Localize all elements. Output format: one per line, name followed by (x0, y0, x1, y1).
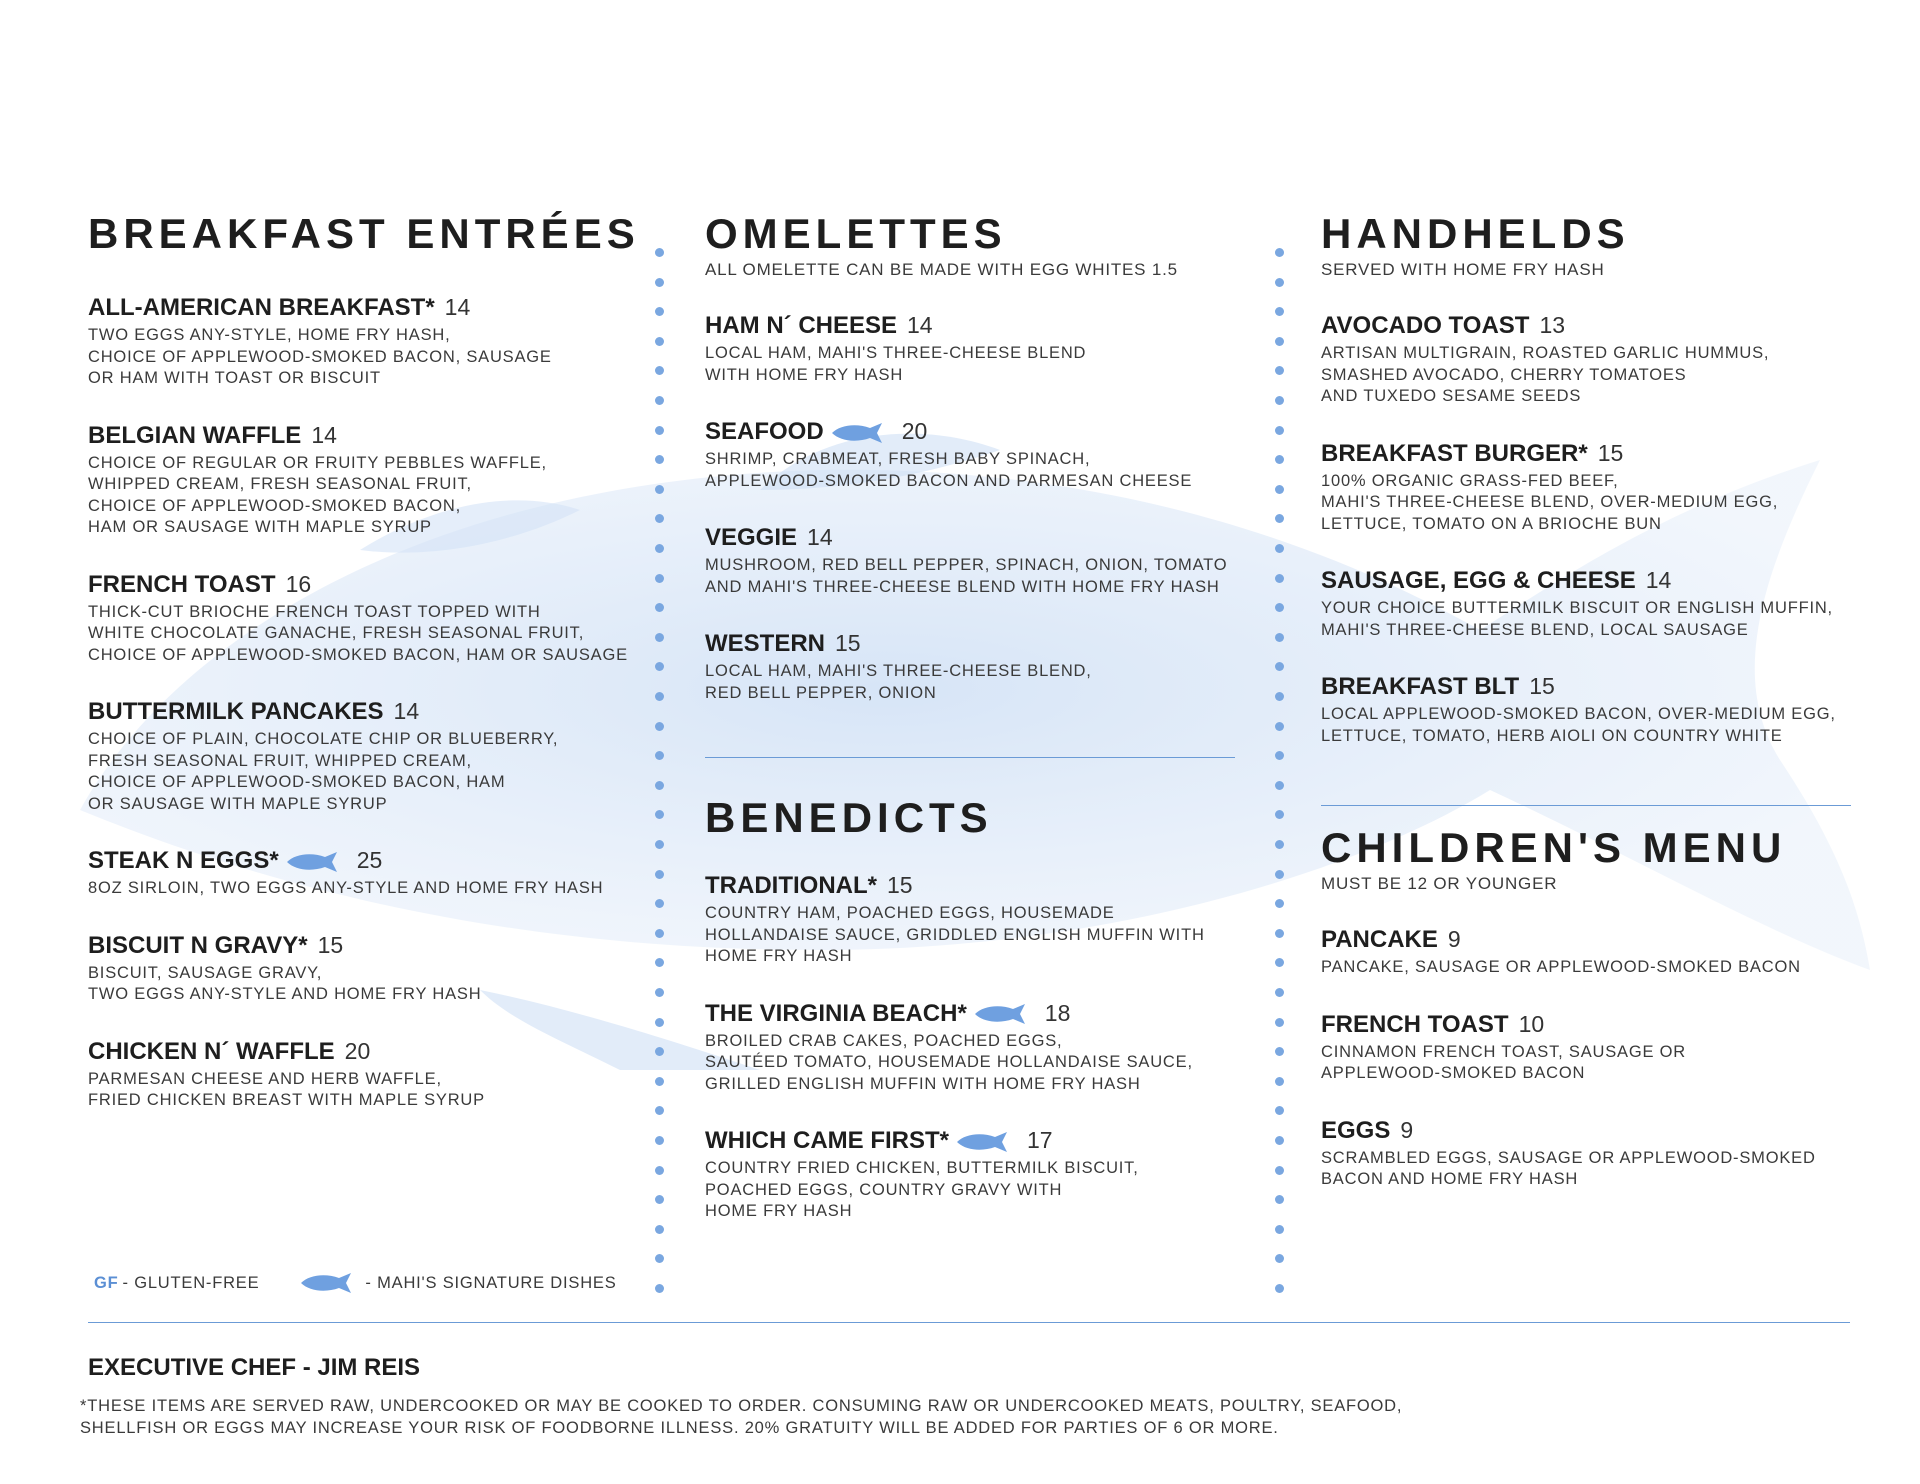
menu-item-title (88, 420, 648, 451)
separator-dot (655, 485, 664, 494)
menu-item-title (1321, 565, 1851, 596)
separator-dot (655, 426, 664, 435)
separator-dot (655, 1166, 664, 1175)
column-separator-dots (655, 248, 665, 1288)
section-heading-omelettes: OMELETTES (705, 210, 1007, 257)
separator-dot (655, 870, 664, 879)
menu-item-description: LOCAL APPLEWOOD-SMOKED BACON, OVER-MEDIUM EGG, LETTUCE, TOMATO, HERB AIOLI ON COUNTRY WHITE (1321, 705, 1836, 745)
menu-item-name: AVOCADO TOAST (1321, 312, 1530, 339)
separator-dot (655, 337, 664, 346)
menu-item-list (705, 870, 1235, 1223)
menu-item-price: 17 (1026, 1127, 1053, 1153)
menu-item-description: BROILED CRAB CAKES, POACHED EGGS, SAUTÉED TOMATO, HOUSEMADE HOLLANDAISE SAUCE, GRILLED ENGLISH MUFFIN WITH HOME FRY HASH (705, 1031, 1193, 1093)
separator-dot (1275, 988, 1284, 997)
separator-dot (1275, 1047, 1284, 1056)
separator-dot (1275, 278, 1284, 287)
separator-dot (1275, 722, 1284, 731)
separator-dot (1275, 574, 1284, 583)
menu-item-price: 20 (901, 418, 928, 444)
separator-dot (655, 1047, 664, 1056)
legend-signature-text: - MAHI'S SIGNATURE DISHES (365, 1273, 617, 1292)
menu-item-description: PARMESAN CHEESE AND HERB WAFFLE, FRIED CHICKEN BREAST WITH MAPLE SYRUP (88, 1069, 485, 1109)
executive-chef: EXECUTIVE CHEF - JIM REIS (88, 1354, 421, 1381)
separator-dot (1275, 307, 1284, 316)
separator-dot (655, 1018, 664, 1027)
separator-dot (655, 1195, 664, 1204)
menu-item-price: 15 (1529, 673, 1555, 699)
section-heading-benedicts: BENEDICTS (705, 794, 993, 841)
menu-item-price: 15 (886, 872, 913, 898)
separator-dot (1275, 633, 1284, 642)
separator-dot (655, 722, 664, 731)
menu-item-description: LOCAL HAM, MAHI'S THREE-CHEESE BLEND WITH HOME FRY HASH (705, 344, 1087, 384)
menu-item-description: COUNTRY FRIED CHICKEN, BUTTERMILK BISCUIT, POACHED EGGS, COUNTRY GRAVY WITH HOME FRY HASH (705, 1159, 1139, 1220)
menu-item-description: CINNAMON FRENCH TOAST, SAUSAGE OR APPLEWOOD-SMOKED BACON (1321, 1042, 1687, 1082)
separator-dot (1275, 1225, 1284, 1234)
fish-icon (955, 1131, 1017, 1153)
fish-icon (830, 422, 892, 444)
menu-item (1321, 438, 1851, 536)
menu-item-price: 14 (393, 698, 420, 724)
separator-dot (1275, 603, 1284, 612)
menu-item-title (705, 416, 1235, 447)
separator-dot (1275, 1254, 1284, 1263)
separator-dot (655, 692, 664, 701)
separator-dot (1275, 1195, 1284, 1204)
handhelds-section (1321, 212, 1851, 1191)
menu-item (705, 628, 1235, 704)
menu-item-price: 14 (444, 294, 471, 320)
separator-dot (655, 574, 664, 583)
menu-item (1321, 310, 1851, 408)
separator-dot (1275, 544, 1284, 553)
menu-item-price: 10 (1518, 1010, 1545, 1037)
menu-item-name: TRADITIONAL* (705, 872, 877, 899)
menu-item-title (1321, 1115, 1851, 1146)
menu-item-name: ALL-AMERICAN BREAKFAST* (88, 294, 435, 321)
separator-dot (655, 544, 664, 553)
menu-item-price: 14 (807, 524, 833, 550)
separator-dot (1275, 810, 1284, 819)
section-note-handhelds: SERVED WITH HOME FRY HASH (1321, 260, 1605, 279)
menu-item-description: TWO EGGS ANY-STYLE, HOME FRY HASH, CHOICE OF APPLEWOOD-SMOKED BACON, SAUSAGE OR HAM WITH TOAST OR BISCUIT (88, 326, 552, 387)
menu-item-title (88, 696, 648, 727)
menu-item (88, 930, 648, 1006)
menu-item (88, 1036, 648, 1112)
menu-item-title (705, 998, 1235, 1029)
separator-dot (655, 278, 664, 287)
disclaimer: *THESE ITEMS ARE SERVED RAW, UNDERCOOKED OR MAY BE COOKED TO ORDER. CONSUMING RAW OR UNDERCOOKED MEATS, POULTRY, SEAFOOD, SHELLFISH OR EGGS MAY INCREASE YOUR RISK OF FOODBORNE ILLNESS. 20% GRATUITY WILL BE ADDED FOR PARTIES OF 6 OR MORE. (80, 1397, 1403, 1437)
menu-item (88, 845, 648, 900)
menu-item-title (1321, 924, 1851, 955)
menu-item-name: BELGIAN WAFFLE (88, 421, 302, 449)
menu-item-title (1321, 438, 1851, 469)
separator-dot (1275, 781, 1284, 790)
separator-dot (1275, 899, 1284, 908)
menu-item-title (705, 870, 1235, 901)
column-separator-dots (1275, 248, 1285, 1288)
legend-gf-text: - GLUTEN-FREE (122, 1273, 260, 1292)
menu-item (705, 1125, 1235, 1223)
menu-item-name: WESTERN (705, 630, 825, 657)
menu-item-name: BUTTERMILK PANCAKES (88, 698, 384, 725)
menu-item-name: WHICH CAME FIRST* (705, 1127, 949, 1154)
separator-dot (1275, 1018, 1284, 1027)
menu-item-name: STEAK N EGGS* (88, 847, 279, 874)
section-heading-handhelds: HANDHELDS (1321, 210, 1630, 257)
menu-item-name: BISCUIT N GRAVY* (88, 931, 308, 959)
menu-item-name: CHICKEN N´ WAFFLE (88, 1037, 335, 1065)
menu-item (705, 998, 1235, 1096)
separator-dot (1275, 337, 1284, 346)
section-heading-childrens-menu: CHILDREN'S MENU (1321, 824, 1787, 871)
separator-dot (655, 1136, 664, 1145)
menu-item-name: FRENCH TOAST (1321, 1010, 1509, 1038)
separator-dot (1275, 958, 1284, 967)
menu-item-price: 15 (317, 931, 344, 958)
separator-dot (655, 455, 664, 464)
separator-dot (655, 396, 664, 405)
section-heading-breakfast-entrees: BREAKFAST ENTRÉES (88, 210, 640, 257)
menu-item-description: THICK-CUT BRIOCHE FRENCH TOAST TOPPED WITH WHITE CHOCOLATE GANACHE, FRESH SEASONAL FRUIT, CHOICE OF APPLEWOOD-SMOKED BACON, HAM OR SAUSAGE (88, 602, 628, 664)
separator-dot (1275, 514, 1284, 523)
menu-item-title (88, 292, 648, 323)
separator-dot (1275, 1077, 1284, 1086)
menu-item (88, 696, 648, 815)
menu-item-list (1321, 310, 1851, 747)
menu-item-description: COUNTRY HAM, POACHED EGGS, HOUSEMADE HOLLANDAISE SAUCE, GRIDDLED ENGLISH MUFFIN WITH HOME FRY HASH (705, 904, 1205, 965)
separator-dot (655, 514, 664, 523)
menu-item-name: EGGS (1321, 1116, 1391, 1144)
separator-dot (655, 662, 664, 671)
separator-dot (655, 307, 664, 316)
menu-item-description: 100% ORGANIC GRASS-FED BEEF, MAHI'S THREE-CHEESE BLEND, OVER-MEDIUM EGG, LETTUCE, TOMATO ON A BRIOCHE BUN (1321, 471, 1779, 533)
menu-item-list (1321, 924, 1851, 1191)
menu-item (1321, 1009, 1851, 1085)
menu-item-title (705, 1125, 1235, 1156)
menu-item-title (88, 1036, 648, 1067)
separator-dot (1275, 455, 1284, 464)
menu-item-name: SAUSAGE, EGG & CHEESE (1321, 567, 1636, 594)
menu-item-price: 16 (285, 570, 312, 597)
menu-item (705, 310, 1235, 386)
menu-item-description: CHOICE OF PLAIN, CHOCOLATE CHIP OR BLUEBERRY, FRESH SEASONAL FRUIT, WHIPPED CREAM, CHOICE OF APPLEWOOD-SMOKED BACON, HAM OR SAUSAGE WITH MAPLE SYRUP (88, 730, 559, 813)
menu-item (705, 522, 1235, 598)
separator-dot (1275, 1136, 1284, 1145)
legend-gf-label: GF (94, 1273, 119, 1292)
menu-item-price: 14 (907, 312, 933, 338)
menu-item-price: 15 (1597, 439, 1624, 466)
menu-item-title (705, 522, 1235, 553)
menu-item-price: 14 (1645, 567, 1672, 593)
separator-dot (1275, 485, 1284, 494)
separator-dot (1275, 248, 1284, 257)
footer-divider (88, 1322, 1850, 1323)
separator-dot (655, 988, 664, 997)
menu-item-description: PANCAKE, SAUSAGE OR APPLEWOOD-SMOKED BACON (1321, 958, 1801, 976)
separator-dot (655, 366, 664, 375)
separator-dot (1275, 1284, 1284, 1293)
menu-item-price: 9 (1447, 926, 1461, 952)
menu-item-title (1321, 1009, 1851, 1040)
separator-dot (1275, 692, 1284, 701)
fish-icon (285, 851, 347, 873)
menu-item-description: SCRAMBLED EGGS, SAUSAGE OR APPLEWOOD-SMOKED BACON AND HOME FRY HASH (1321, 1148, 1816, 1188)
menu-item-price: 18 (1044, 999, 1071, 1026)
menu-item (1321, 671, 1851, 747)
separator-dot (655, 633, 664, 642)
separator-dot (655, 1284, 664, 1293)
menu-item (1321, 1115, 1851, 1191)
omelettes-section (705, 212, 1235, 1223)
separator-dot (1275, 366, 1284, 375)
menu-item-price: 25 (356, 847, 383, 873)
menu-item-title (88, 845, 648, 876)
menu-item-price: 15 (835, 630, 861, 656)
separator-dot (1275, 751, 1284, 760)
menu-item-name: HAM N´ CHEESE (705, 312, 898, 339)
menu-item-title (1321, 310, 1851, 341)
menu-item-price: 14 (311, 421, 337, 448)
menu-item-name: BREAKFAST BURGER* (1321, 439, 1588, 467)
separator-dot (1275, 840, 1284, 849)
menu-item-description: YOUR CHOICE BUTTERMILK BISCUIT OR ENGLISH MUFFIN, MAHI'S THREE-CHEESE BLEND, LOCAL SAUSAGE (1321, 599, 1833, 639)
menu-item-description: BISCUIT, SAUSAGE GRAVY, TWO EGGS ANY-STYLE AND HOME FRY HASH (88, 963, 482, 1003)
fish-icon (973, 1003, 1035, 1025)
separator-dot (655, 1106, 664, 1115)
menu-item-title (705, 310, 1235, 341)
menu-item-name: BREAKFAST BLT (1321, 673, 1520, 700)
breakfast-entrees-section (88, 212, 648, 1112)
separator-dot (655, 603, 664, 612)
fish-icon (299, 1272, 361, 1294)
menu-item-price: 9 (1400, 1116, 1414, 1143)
section-note-childrens-menu: MUST BE 12 OR YOUNGER (1321, 874, 1558, 893)
menu-item-description: ARTISAN MULTIGRAIN, ROASTED GARLIC HUMMUS, SMASHED AVOCADO, CHERRY TOMATOES AND TUXEDO SESAME SEEDS (1321, 344, 1770, 405)
menu-item-price: 13 (1539, 312, 1566, 338)
separator-dot (1275, 929, 1284, 938)
menu-item-description: 8OZ SIRLOIN, TWO EGGS ANY-STYLE AND HOME FRY HASH (88, 879, 604, 897)
separator-dot (1275, 870, 1284, 879)
separator-dot (655, 810, 664, 819)
menu-item-title (88, 930, 648, 961)
menu-item-description: LOCAL HAM, MAHI'S THREE-CHEESE BLEND, RED BELL PEPPER, ONION (705, 662, 1092, 702)
legend (94, 1272, 621, 1294)
menu-item-title (705, 628, 1235, 659)
section-note-omelettes: ALL OMELETTE CAN BE MADE WITH EGG WHITES 1.5 (705, 260, 1178, 279)
separator-dot (1275, 426, 1284, 435)
menu-item-name: VEGGIE (705, 524, 798, 551)
separator-dot (655, 781, 664, 790)
menu-item-description: CHOICE OF REGULAR OR FRUITY PEBBLES WAFFLE, WHIPPED CREAM, FRESH SEASONAL FRUIT, CHOICE OF APPLEWOOD-SMOKED BACON, HAM OR SAUSAGE WITH MAPLE SYRUP (88, 453, 547, 536)
menu-item-description: MUSHROOM, RED BELL PEPPER, SPINACH, ONION, TOMATO AND MAHI'S THREE-CHEESE BLEND WITH HOME FRY HASH (705, 556, 1228, 596)
separator-dot (655, 248, 664, 257)
separator-dot (655, 929, 664, 938)
menu-item-name: FRENCH TOAST (88, 570, 276, 598)
menu-item (1321, 565, 1851, 641)
separator-dot (655, 1077, 664, 1086)
menu-item (88, 292, 648, 390)
section-divider (1321, 805, 1851, 806)
menu-item (705, 416, 1235, 492)
menu-item-list (88, 292, 648, 1112)
menu-item-price: 20 (344, 1037, 371, 1064)
separator-dot (655, 958, 664, 967)
separator-dot (1275, 662, 1284, 671)
section-divider (705, 757, 1235, 758)
menu-item (88, 420, 648, 539)
separator-dot (1275, 396, 1284, 405)
menu-item-name: SEAFOOD (705, 418, 824, 445)
separator-dot (1275, 1166, 1284, 1175)
menu-item (88, 569, 648, 667)
separator-dot (655, 840, 664, 849)
menu-item (1321, 924, 1851, 979)
separator-dot (655, 1254, 664, 1263)
menu-item-list (705, 310, 1235, 704)
menu-item-name: THE VIRGINIA BEACH* (705, 999, 967, 1027)
menu-item-title (1321, 671, 1851, 702)
separator-dot (655, 751, 664, 760)
menu-item-title (88, 569, 648, 600)
separator-dot (1275, 1106, 1284, 1115)
menu-item-name: PANCAKE (1321, 926, 1438, 953)
menu-item-description: SHRIMP, CRABMEAT, FRESH BABY SPINACH, APPLEWOOD-SMOKED BACON AND PARMESAN CHEESE (705, 450, 1193, 490)
separator-dot (655, 1225, 664, 1234)
separator-dot (655, 899, 664, 908)
menu-item (705, 870, 1235, 968)
